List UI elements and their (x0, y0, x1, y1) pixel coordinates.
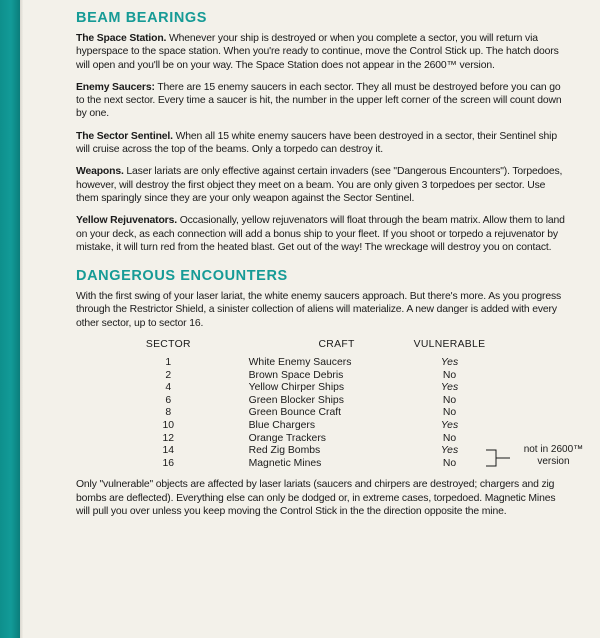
table-row (140, 433, 570, 446)
cell-craft: Blue Chargers (248, 420, 316, 432)
lead-weapons: Weapons. (76, 166, 124, 178)
cell-sector: 2 (165, 369, 172, 381)
body-enemy-saucers: There are 15 enemy saucers in each sector. They all must be destroyed before you can go to the next sector. Every time a saucer is hit, the number in the upper left corner of the screen will count down by one. (76, 81, 562, 120)
version-note-line1: not in 2600™ (523, 444, 584, 456)
body-space-station: Whenever your ship is destroyed or when you complete a sector, you will return via hyperspace to the space station. When you're ready to continue, move the Control Stick up. The hatch doors will open and you'll be on your way. The Space Station does not appear in the 2600™ version. (76, 33, 559, 71)
cell-vulnerable: No (442, 369, 457, 381)
table-row (140, 395, 570, 408)
section-heading-dangerous-encounters: DANGEROUS ENCOUNTERS (76, 268, 288, 285)
table-row (140, 445, 570, 458)
table-row (140, 370, 570, 383)
table-header-row (140, 339, 570, 357)
page-fold-edge (20, 0, 23, 638)
paragraph-space-station (76, 32, 570, 72)
cell-craft: Orange Trackers (248, 432, 326, 444)
table-row (140, 382, 570, 395)
body-weapons: Laser lariats are only effective against certain invaders (see "Dangerous Encounters"). Torpedoes, however, will destroy the first object they meet on a beam. You are only given 3 torpedoes per sector. Use them sparingly since they are your only weapon against the Sector Sentinel. (76, 166, 563, 204)
cell-vulnerable: No (442, 394, 457, 406)
cell-sector: 12 (162, 432, 175, 444)
cell-sector: 16 (162, 457, 175, 469)
header-craft: CRAFT (318, 339, 355, 351)
paragraph-encounters-intro: With the first swing of your laser lariat, the white enemy saucers approach. But there's more. As you progress through the Restrictor Shield, a sinister collection of aliens will materialize. A new danger is added with every other sector, up to sector 16. (76, 291, 562, 329)
table-row (140, 420, 570, 433)
cell-vulnerable: Yes (440, 382, 459, 394)
section-heading-beam-bearings: BEAM BEARINGS (76, 10, 208, 26)
cell-vulnerable: Yes (440, 420, 459, 432)
paragraph-sector-sentinel (76, 130, 570, 157)
cell-vulnerable: No (442, 432, 457, 444)
header-note-spacer (492, 339, 570, 357)
cell-craft: Green Blocker Ships (248, 394, 344, 406)
version-note-cell (492, 444, 584, 468)
body-yellow-rejuvenators: Occasionally, yellow rejuvenators will float through the beam matrix. Allow them to land on your deck, as each connection will add a bonus ship to your fleet. If you shoot or torpedo a rejuvenator by mistake, it will turn red from the heated blast. Get out of the way! The wreckage will destroy you on contact. (76, 215, 565, 253)
cell-craft: Yellow Chirper Ships (248, 382, 345, 394)
cell-craft: Green Bounce Craft (248, 407, 342, 419)
cell-craft: Red Zig Bombs (248, 445, 321, 457)
bracket-icon (484, 447, 512, 469)
header-sector: SECTOR (145, 339, 191, 351)
cell-craft: Brown Space Debris (248, 369, 344, 381)
cell-vulnerable: Yes (440, 445, 459, 457)
manual-page (76, 10, 584, 527)
body-sector-sentinel: When all 15 white enemy saucers have been destroyed in a sector, their Sentinel ship will cruise across the top of the beams. Only a torpedo can destroy it. (76, 130, 557, 156)
cell-vulnerable: No (442, 407, 457, 419)
paragraph-enemy-saucers (76, 81, 570, 121)
cell-vulnerable: Yes (440, 357, 459, 369)
cell-vulnerable: No (442, 457, 457, 469)
version-bracket (492, 444, 592, 470)
version-note-line2: version (537, 456, 570, 468)
cell-sector: 8 (165, 407, 172, 419)
version-note (522, 444, 584, 468)
paragraph-weapons (76, 165, 570, 205)
table-row (140, 357, 570, 370)
cell-craft: Magnetic Mines (248, 457, 322, 469)
cell-sector: 4 (165, 382, 172, 394)
cell-craft: White Enemy Saucers (248, 357, 352, 369)
cell-sector: 10 (162, 420, 175, 432)
lead-enemy-saucers: Enemy Saucers: (76, 81, 155, 93)
cell-sector: 14 (162, 445, 175, 457)
lead-sector-sentinel: The Sector Sentinel. (76, 130, 173, 142)
lead-yellow-rejuvenators: Yellow Rejuvenators. (76, 215, 177, 227)
encounters-table (140, 339, 584, 470)
table-row (140, 407, 570, 420)
lead-space-station: The Space Station. (76, 33, 167, 44)
paragraph-yellow-rejuvenators (76, 214, 570, 254)
cell-sector: 1 (165, 357, 172, 369)
cell-sector: 6 (165, 394, 172, 406)
header-vulnerable: VULNERABLE (413, 339, 486, 351)
paragraph-encounters-closing: Only "vulnerable" objects are affected by laser lariats (saucers and chirpers are destroyed; chargers and zig bombs are deflected). Everything else can only be dodged or, in extreme cases, torpedoed. Magnetic Mines will pull you over unless you keep moving the Control Stick in the the direction opposite the mine. (76, 479, 556, 517)
teal-edge-stripe (0, 0, 20, 638)
